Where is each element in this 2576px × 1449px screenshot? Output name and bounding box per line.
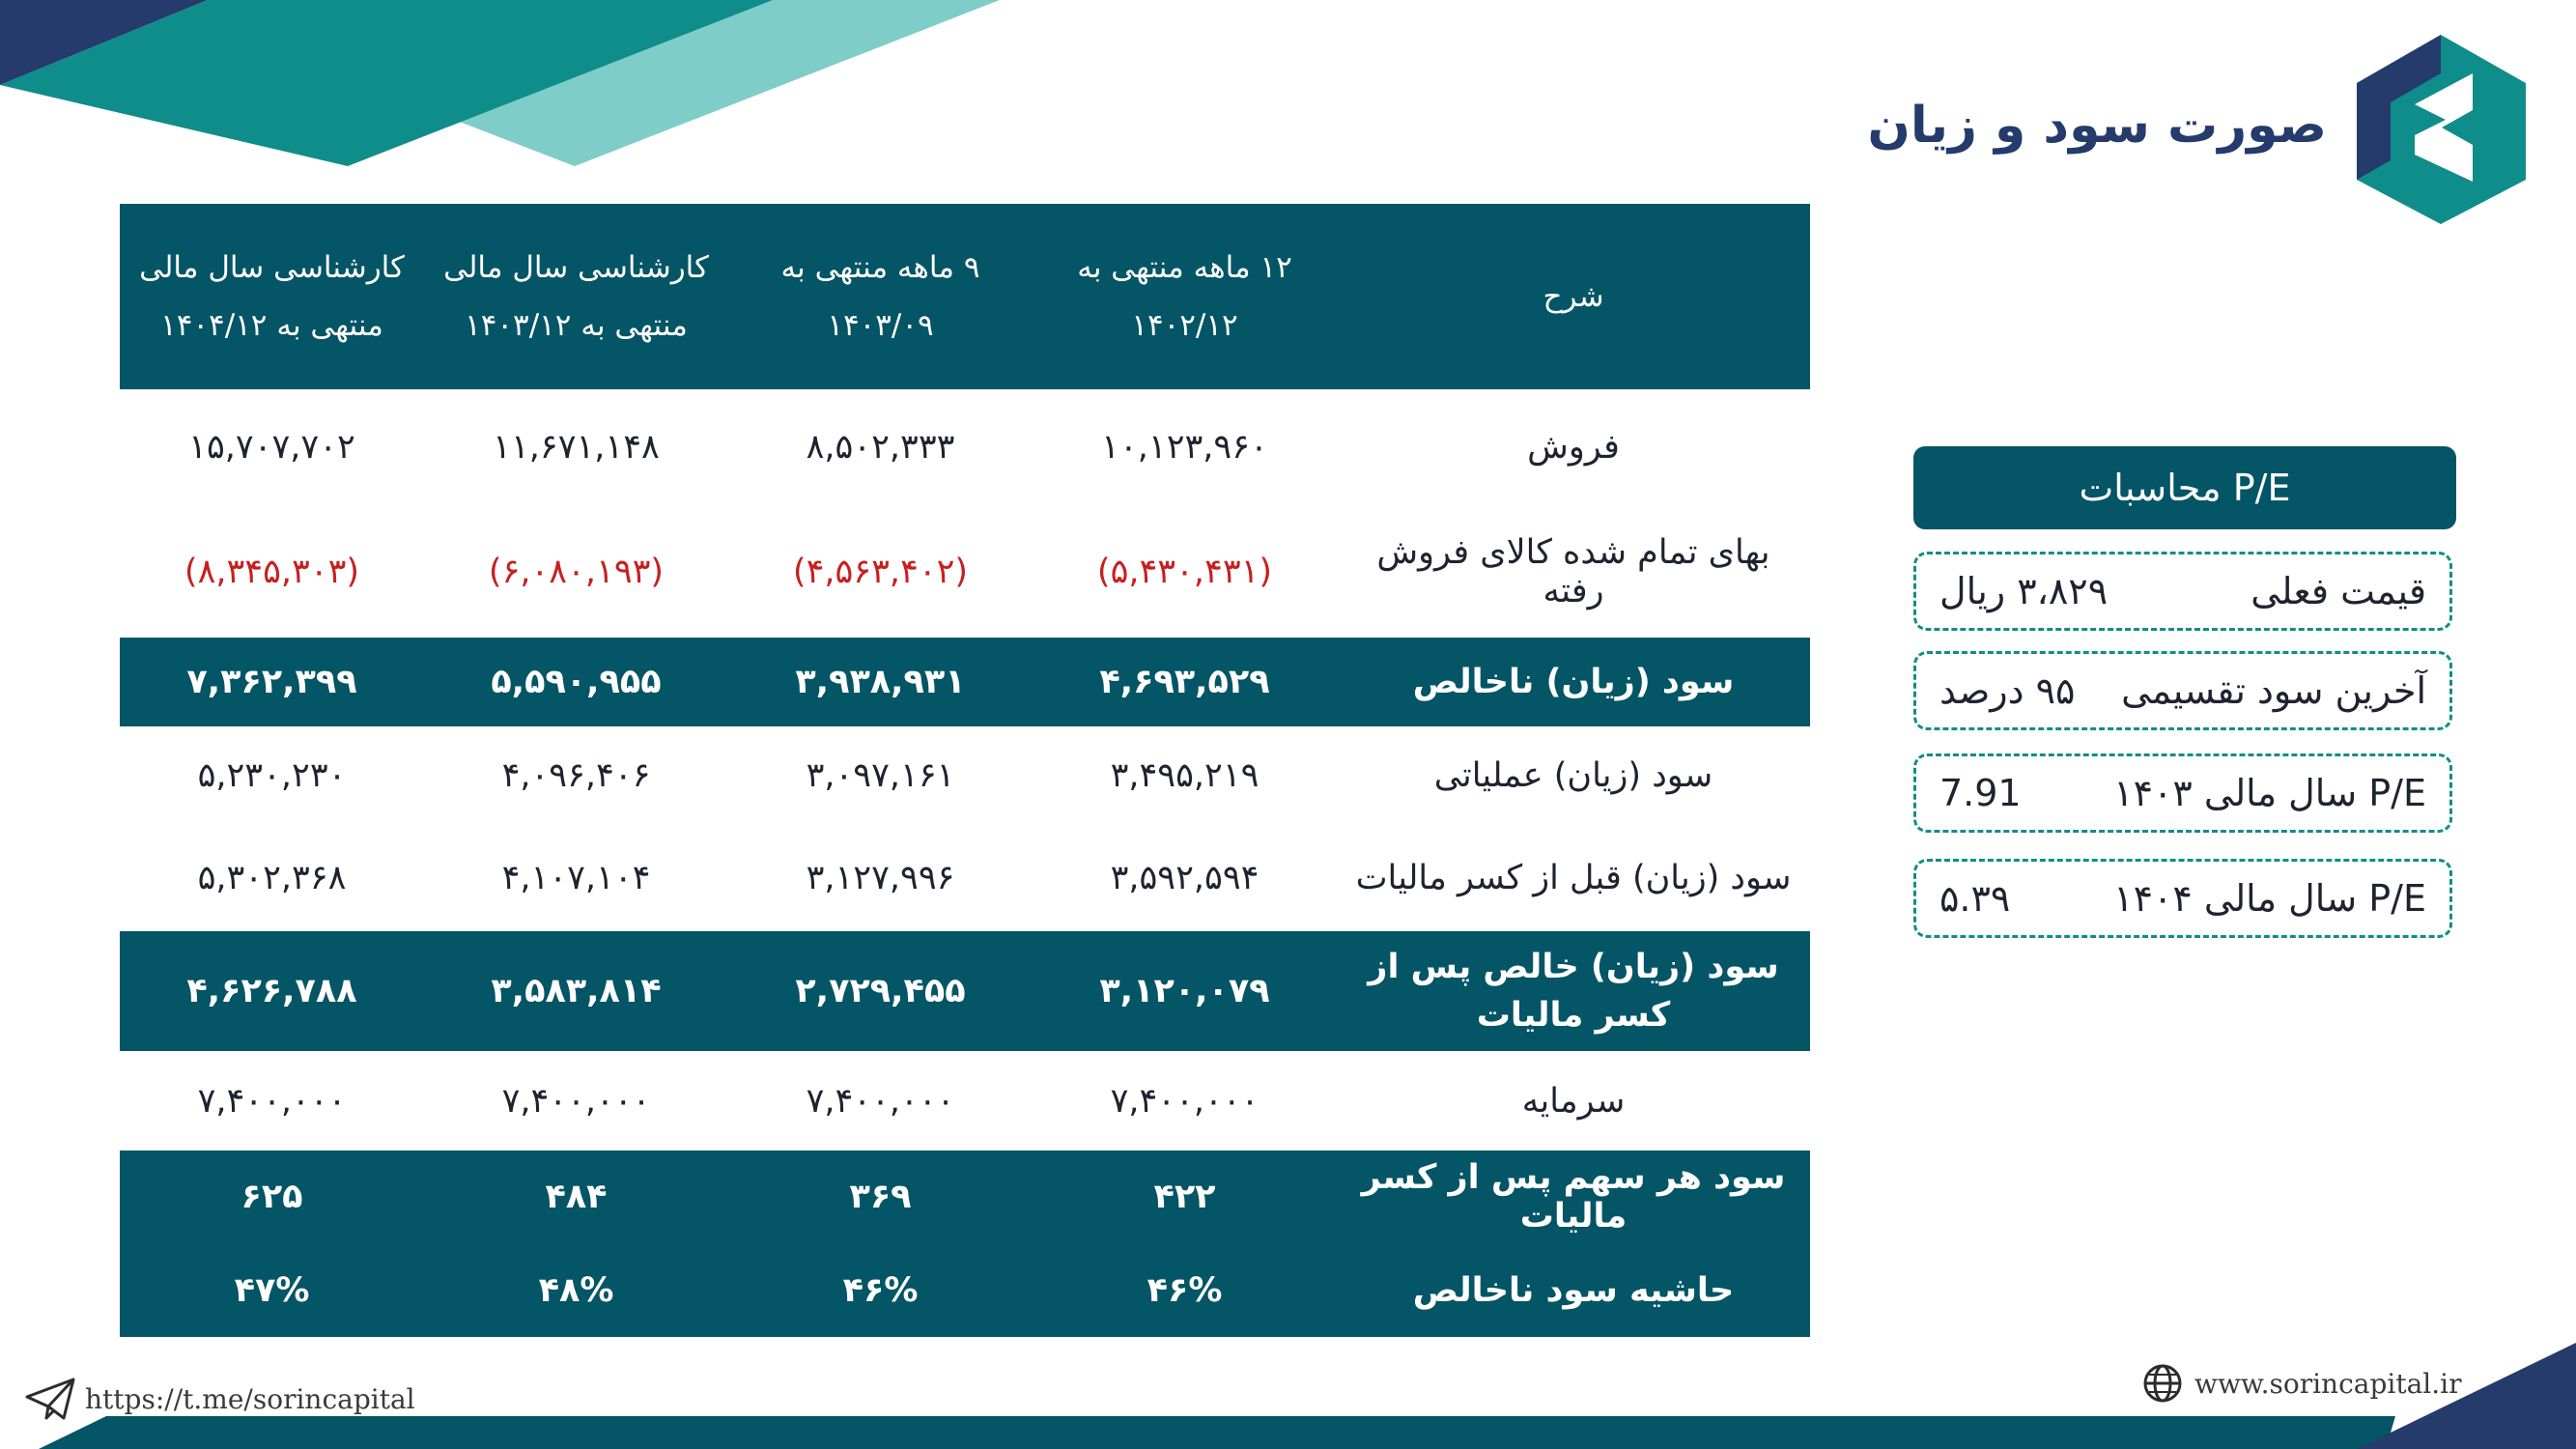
header-description: شرح: [1337, 204, 1810, 389]
table-cell: (۵,۴۳۰,۴۳۱): [1096, 552, 1273, 591]
table-cell: ۱۰,۱۲۳,۹۶۰: [1101, 428, 1268, 467]
table-cell: ۶۲۵: [120, 1151, 424, 1243]
table-row-net-profit: [120, 931, 1810, 1051]
table-cell: ۳,۴۹۵,۲۱۹: [1110, 755, 1260, 795]
table-cell: ۳,۵۹۲,۵۹۴: [1110, 858, 1260, 897]
table-cell: ۴,۶۹۳,۵۲۹: [1033, 638, 1337, 726]
table-cell: ۵,۵۹۰,۹۵۵: [424, 638, 728, 726]
company-logo: [2357, 35, 2526, 224]
table-cell: ۴۲۲: [1033, 1151, 1337, 1243]
header-col-1402: ۱۲ ماهه منتهی به ۱۴۰۲/۱۲: [1033, 204, 1337, 389]
table-row-gross-profit: [120, 638, 1810, 726]
website-url[interactable]: www.sorincapital.ir: [2194, 1367, 2462, 1400]
table-cell: ۴۷%: [120, 1243, 424, 1337]
table-cell: ۳۶۹: [728, 1151, 1033, 1243]
pe-item-value: ۹۵ درصد: [1939, 669, 2076, 712]
pe-item-label: P/E سال مالی ۱۴۰۳: [2113, 772, 2426, 814]
table-cell: ۳,۱۲۷,۹۹۶: [806, 858, 955, 897]
row-label: فروش: [1527, 428, 1620, 467]
table-cell: ۸,۵۰۲,۳۳۳: [806, 428, 955, 467]
row-label: سود (زیان) قبل از کسر مالیات: [1355, 858, 1792, 897]
table-cell: (۴,۵۶۳,۴۰۲): [792, 552, 969, 591]
globe-icon: [2142, 1363, 2183, 1404]
pe-panel-header: محاسبات P/E: [1913, 446, 2456, 529]
table-cell: ۳,۵۸۳,۸۱۴: [424, 931, 728, 1051]
table-cell: ۳,۰۹۷,۱۶۱: [806, 755, 955, 795]
table-cell: ۲,۷۲۹,۴۵۵: [728, 931, 1033, 1051]
table-cell: ۴۸۴: [424, 1151, 728, 1243]
table-cell: ۷,۴۰۰,۰۰۰: [501, 1081, 651, 1121]
table-cell: ۱۵,۷۰۷,۷۰۲: [188, 428, 355, 467]
table-cell: ۷,۴۰۰,۰۰۰: [806, 1081, 955, 1121]
pe-item-last-dividend: [1913, 651, 2452, 730]
pe-item-pe-1404: [1913, 859, 2452, 938]
row-label: سود (زیان) ناخالص: [1337, 638, 1810, 726]
table-header-row: [120, 204, 1810, 389]
telegram-link[interactable]: [25, 1376, 415, 1422]
header-col-1404-12: کارشناسی سال مالی منتهی به ۱۴۰۴/۱۲: [120, 204, 424, 389]
table-cell: ۳,۱۲۰,۰۷۹: [1033, 931, 1337, 1051]
table-cell: ۳,۹۳۸,۹۳۱: [728, 638, 1033, 726]
row-label: سود هر سهم پس از کسر مالیات: [1337, 1151, 1810, 1243]
paper-plane-icon: [25, 1378, 75, 1420]
table-cell: ۴۸%: [424, 1243, 728, 1337]
row-label: بهای تمام شده کالای فروش رفته: [1376, 532, 1770, 611]
table-row-gross-margin: [120, 1243, 1810, 1337]
row-label: سود (زیان) عملیاتی: [1433, 755, 1713, 795]
row-label: حاشیه سود ناخالص: [1337, 1243, 1810, 1337]
table-cell: ۵,۲۳۰,۲۳۰: [197, 755, 347, 795]
table-row-cogs: [120, 505, 1810, 638]
pe-item-label: آخرین سود تقسیمی: [2121, 669, 2426, 712]
table-cell: ۴,۱۰۷,۱۰۴: [501, 858, 651, 897]
table-row-sales: [120, 389, 1810, 505]
pe-item-label: قیمت فعلی: [2250, 570, 2426, 612]
table-cell: ۴,۰۹۶,۴۰۶: [501, 755, 651, 795]
table-cell: ۵,۳۰۲,۳۶۸: [197, 858, 347, 897]
pe-item-pe-1403: [1913, 753, 2452, 833]
table-row-capital: [120, 1051, 1810, 1151]
table-cell: ۴۶%: [1033, 1243, 1337, 1337]
page-title: صورت سود و زیان: [1867, 97, 2327, 155]
row-label: سرمایه: [1521, 1081, 1626, 1121]
pe-item-value: ۳،۸۲۹ ریال: [1939, 570, 2109, 612]
table-cell: ۷,۴۰۰,۰۰۰: [1110, 1081, 1260, 1121]
table-cell: (۶,۰۸۰,۱۹۳): [488, 552, 665, 591]
header-col-1403-09: ۹ ماهه منتهی به ۱۴۰۳/۰۹: [728, 204, 1033, 389]
header-col-1403-12: کارشناسی سال مالی منتهی به ۱۴۰۳/۱۲: [424, 204, 728, 389]
pe-item-current-price: [1913, 552, 2452, 631]
telegram-url[interactable]: https://t.me/sorincapital: [85, 1382, 415, 1415]
pe-item-value: ۵.۳۹: [1939, 877, 2011, 920]
website-link[interactable]: [2142, 1360, 2461, 1406]
table-cell: ۷,۳۶۲,۳۹۹: [120, 638, 424, 726]
income-statement-table: [120, 204, 1810, 1337]
table-cell: ۷,۴۰۰,۰۰۰: [197, 1081, 347, 1121]
table-cell: ۱۱,۶۷۱,۱۴۸: [493, 428, 660, 467]
table-row-operating-profit: [120, 726, 1810, 824]
pe-item-label: P/E سال مالی ۱۴۰۴: [2113, 877, 2426, 920]
table-row-pretax-profit: [120, 824, 1810, 931]
table-row-eps: [120, 1151, 1810, 1243]
table-cell: (۸,۳۴۵,۳۰۳): [184, 552, 360, 591]
pe-item-value: 7.91: [1939, 772, 2022, 814]
table-cell: ۴,۶۲۶,۷۸۸: [120, 931, 424, 1051]
row-label: سود (زیان) خالص پس از کسر مالیات: [1337, 931, 1810, 1051]
table-cell: ۴۶%: [728, 1243, 1033, 1337]
